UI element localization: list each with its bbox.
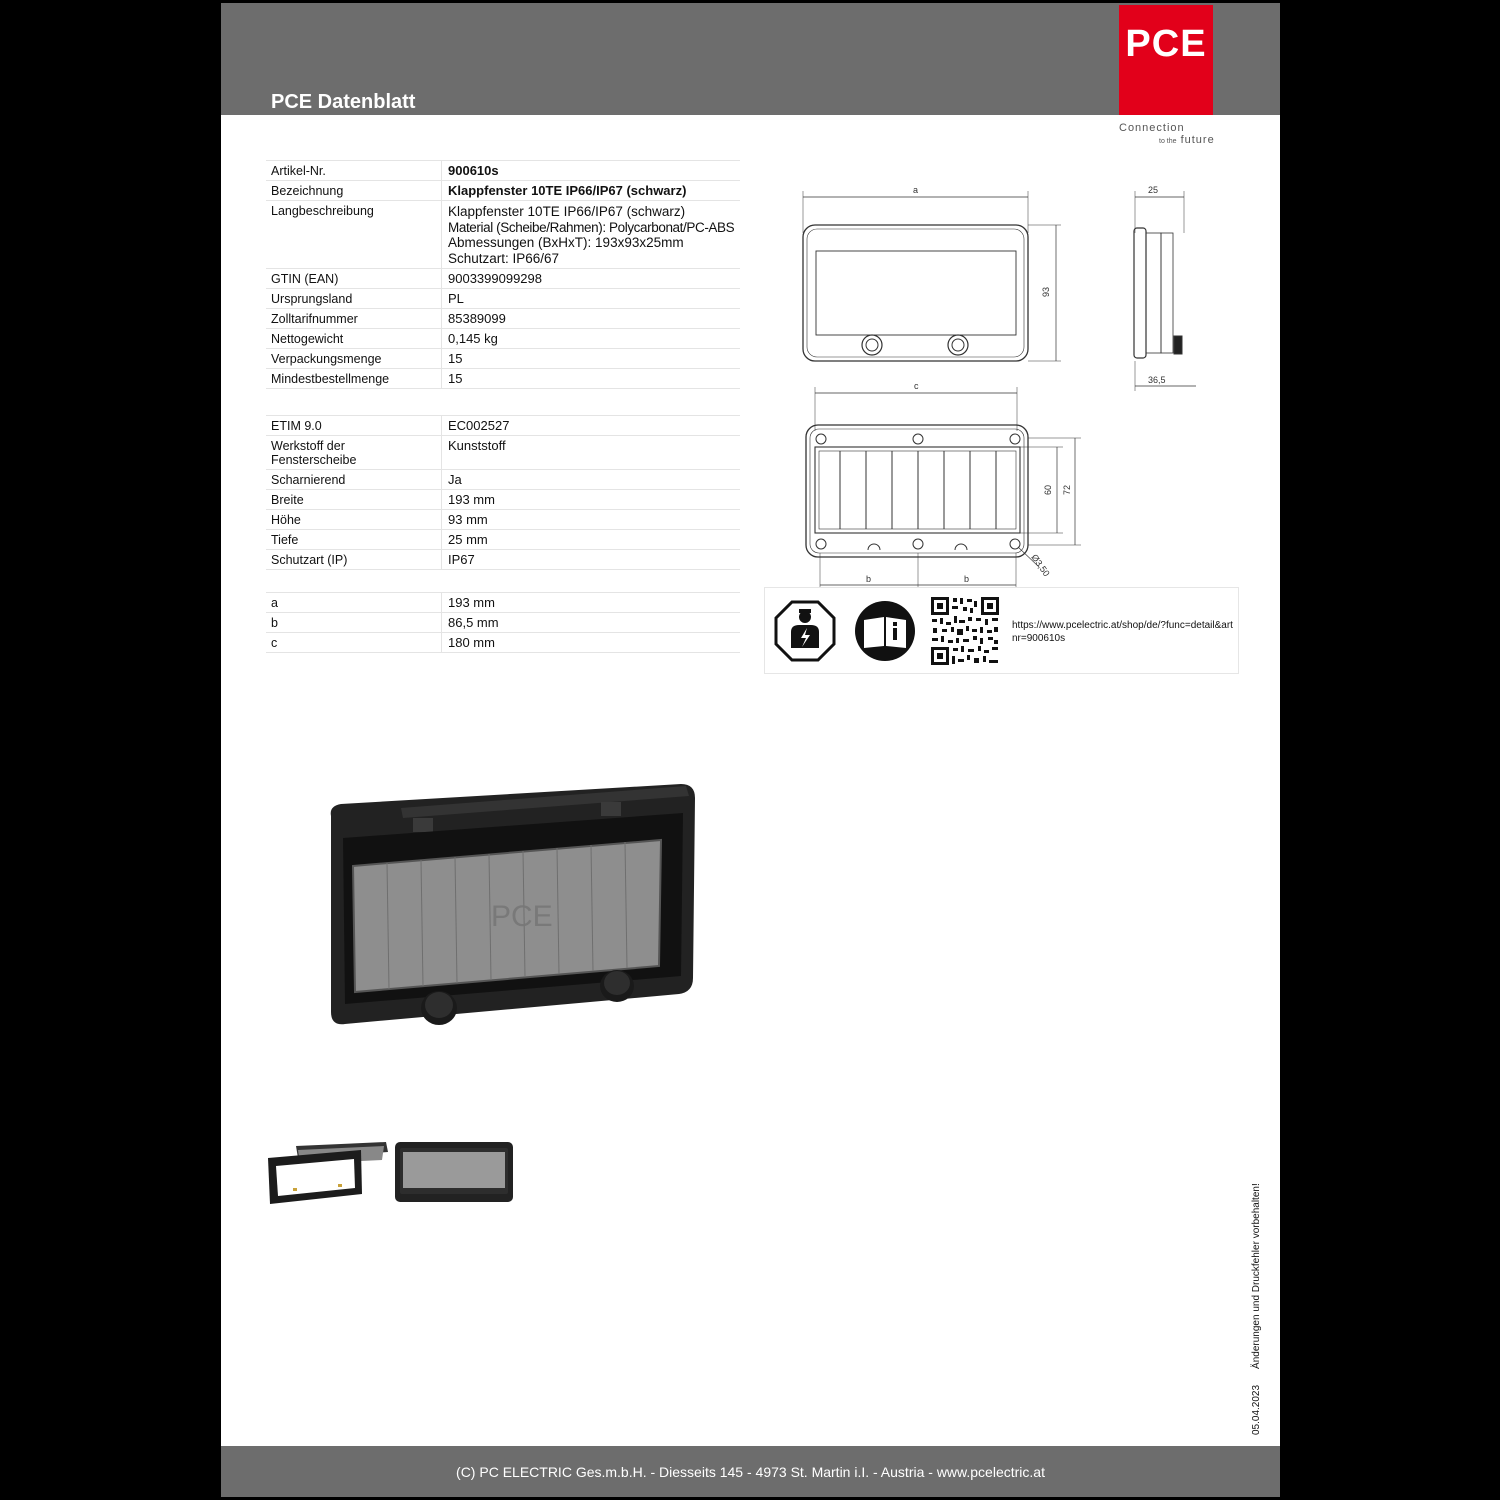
table-value: 86,5 mm bbox=[442, 613, 741, 633]
table-key: Bezeichnung bbox=[266, 181, 442, 201]
table-key: Langbeschreibung bbox=[266, 201, 442, 269]
table-value: 180 mm bbox=[442, 633, 741, 653]
qr-code-icon bbox=[930, 596, 1000, 666]
table-value: 85389099 bbox=[442, 309, 741, 329]
dim-a-label: a bbox=[913, 185, 919, 195]
table-row bbox=[266, 269, 740, 289]
table-value: 193 mm bbox=[442, 593, 741, 613]
dim-93-label: 93 bbox=[1041, 286, 1051, 297]
table-value: Ja bbox=[442, 470, 741, 490]
table-key: Ursprungsland bbox=[266, 289, 442, 309]
table-row bbox=[266, 490, 740, 510]
side-note bbox=[1251, 1167, 1262, 1435]
table-value: PL bbox=[442, 289, 741, 309]
product-table bbox=[266, 160, 740, 389]
table-key: Schutzart (IP) bbox=[266, 550, 442, 570]
table-value: 15 bbox=[442, 349, 741, 369]
table-key: Zolltarifnummer bbox=[266, 309, 442, 329]
page-title: PCE Datenblatt bbox=[271, 91, 416, 113]
table-value: 25 mm bbox=[442, 530, 741, 550]
tagline-small: to the bbox=[1159, 138, 1177, 145]
table-value-multiline bbox=[442, 201, 741, 269]
product-photo bbox=[301, 778, 701, 1038]
desc-line: Material (Scheibe/Rahmen): Polycarbonat/PC-ABS bbox=[448, 219, 735, 235]
table-key: b bbox=[266, 613, 442, 633]
product-thumbnail-open bbox=[266, 1138, 391, 1213]
tagline-connection: Connection bbox=[1119, 122, 1185, 134]
product-thumbnail-front bbox=[394, 1141, 514, 1203]
back-view bbox=[806, 381, 1081, 591]
table-row bbox=[266, 510, 740, 530]
table-key: Verpackungsmenge bbox=[266, 349, 442, 369]
table-value: 0,145 kg bbox=[442, 329, 741, 349]
table-key: Scharnierend bbox=[266, 470, 442, 490]
table-row bbox=[266, 289, 740, 309]
desc-line: Schutzart: IP66/67 bbox=[448, 250, 560, 266]
footer bbox=[221, 1446, 1280, 1497]
table-key: Mindestbestellmenge bbox=[266, 369, 442, 389]
table-key: a bbox=[266, 593, 442, 613]
icons-panel bbox=[764, 587, 1239, 674]
table-value: 193 mm bbox=[442, 490, 741, 510]
table-row bbox=[266, 309, 740, 329]
table-key: Höhe bbox=[266, 510, 442, 530]
table-row bbox=[266, 633, 740, 653]
side-disclaimer: Änderungen und Druckfehler vorbehalten! bbox=[1251, 1183, 1262, 1369]
table-row bbox=[266, 369, 740, 389]
table-key: Werkstoff der Fensterscheibe bbox=[266, 436, 442, 470]
table-row bbox=[266, 530, 740, 550]
tagline-future-word: future bbox=[1180, 134, 1215, 146]
read-manual-icon bbox=[854, 600, 916, 662]
table-value: 900610s bbox=[442, 161, 741, 181]
table-row bbox=[266, 593, 740, 613]
datasheet-page bbox=[221, 3, 1280, 1497]
tagline-future bbox=[1159, 134, 1215, 146]
photo-logo: PCE bbox=[491, 900, 553, 933]
table-value: Kunststoff bbox=[442, 436, 741, 470]
table-key: Nettogewicht bbox=[266, 329, 442, 349]
dim-72-label: 72 bbox=[1062, 484, 1072, 495]
technical-drawing bbox=[791, 173, 1251, 593]
table-key: c bbox=[266, 633, 442, 653]
table-row bbox=[266, 161, 740, 181]
table-row bbox=[266, 436, 740, 470]
table-row bbox=[266, 470, 740, 490]
desc-line: Abmessungen (BxHxT): 193x93x25mm bbox=[448, 235, 684, 250]
table-key: Tiefe bbox=[266, 530, 442, 550]
table-value: Klappfenster 10TE IP66/IP67 (schwarz) bbox=[442, 181, 741, 201]
table-value: IP67 bbox=[442, 550, 741, 570]
dim-b2-label: b bbox=[964, 574, 970, 584]
table-row bbox=[266, 329, 740, 349]
table-row bbox=[266, 201, 740, 269]
table-row bbox=[266, 613, 740, 633]
dim-365-label: 36,5 bbox=[1148, 375, 1166, 385]
dim-25-label: 25 bbox=[1148, 185, 1159, 195]
side-date: 05.04.2023 bbox=[1251, 1384, 1262, 1435]
dim-c-label: c bbox=[914, 381, 919, 391]
table-key: Breite bbox=[266, 490, 442, 510]
dimension-table bbox=[266, 592, 740, 653]
product-url[interactable]: https://www.pcelectric.at/shop/de/?func=detail&artnr=900610s bbox=[1012, 620, 1233, 644]
dim-hole-label: Ø3,50 bbox=[1029, 552, 1052, 579]
desc-line: Klappfenster 10TE IP66/IP67 (schwarz) bbox=[448, 204, 686, 219]
front-view bbox=[803, 185, 1061, 361]
table-key: Artikel-Nr. bbox=[266, 161, 442, 181]
dim-b1-label: b bbox=[866, 574, 872, 584]
table-key: GTIN (EAN) bbox=[266, 269, 442, 289]
table-value: 15 bbox=[442, 369, 741, 389]
side-view bbox=[1134, 185, 1196, 391]
table-row bbox=[266, 550, 740, 570]
footer-text: (C) PC ELECTRIC Ges.m.b.H. - Diesseits 145 - 4973 St. Martin i.I. - Austria - www.pcelectric.at bbox=[456, 1463, 1045, 1480]
etim-table bbox=[266, 415, 740, 570]
dim-60-label: 60 bbox=[1043, 484, 1053, 495]
logo-text: PCE bbox=[1125, 23, 1207, 65]
table-value: EC002527 bbox=[442, 416, 741, 436]
table-key: ETIM 9.0 bbox=[266, 416, 442, 436]
table-value: 93 mm bbox=[442, 510, 741, 530]
table-value: 9003399099298 bbox=[442, 269, 741, 289]
table-row bbox=[266, 416, 740, 436]
pce-logo bbox=[1119, 5, 1213, 115]
electrician-warning-icon bbox=[774, 600, 836, 662]
table-row bbox=[266, 181, 740, 201]
table-row bbox=[266, 349, 740, 369]
